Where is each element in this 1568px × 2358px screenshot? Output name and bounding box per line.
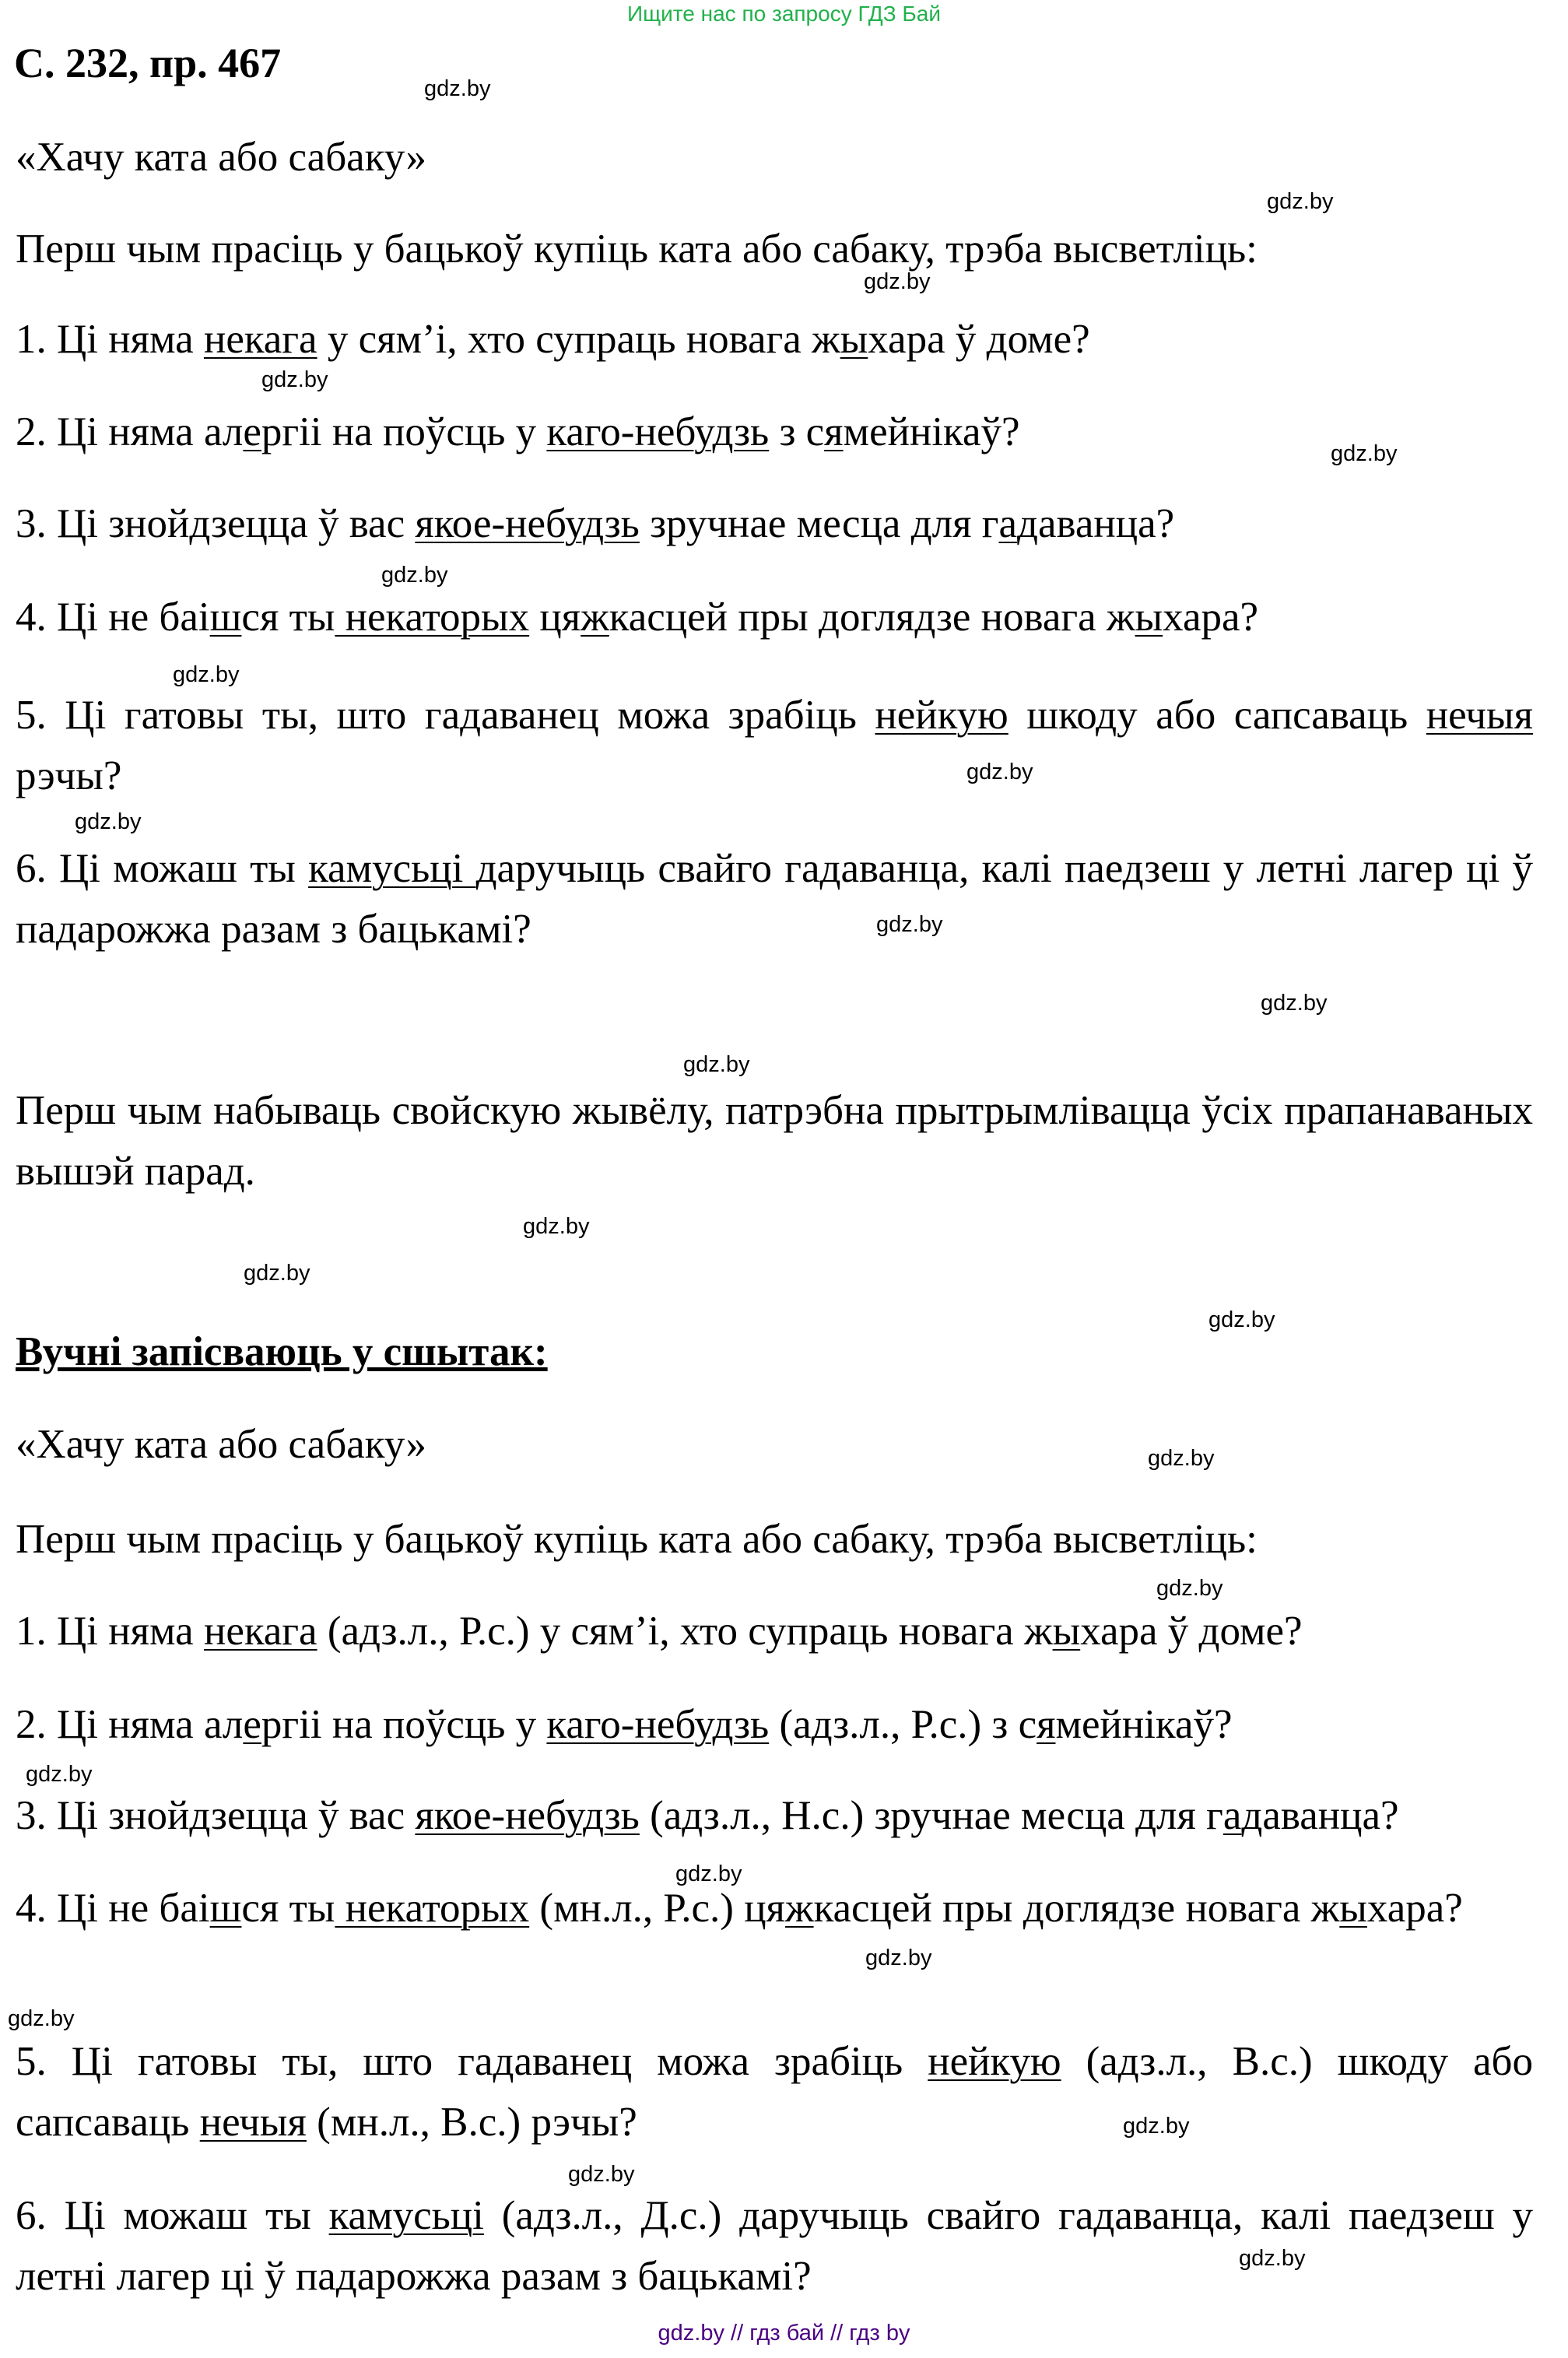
answer-5: 5. Ці гатовы ты, што гадаванец можа зрабіць нейкую (адз.л., В.с.) шкоду або сапсаваць нечыя (мн.л., В.с.) рэчы? [16, 2039, 1533, 2145]
watermark: gdz.by [8, 2006, 75, 2031]
watermark: gdz.by [675, 1861, 742, 1886]
answer-2: 2. Ці няма алергіі на поўсць у каго-небудзь (адз.л., Р.с.) з сямейнікаў? [16, 1702, 1233, 1747]
page-title: С. 232, пр. 467 [14, 40, 282, 86]
exercise-title: «Хачу ката або сабаку» [16, 135, 427, 180]
conclusion: Перш чым набываць свойскую жывёлу, патрэбна прытрымлівацца ўсіх прапанаваных вышэй парад. [16, 1088, 1533, 1194]
watermark: gdz.by [424, 76, 491, 101]
watermark: gdz.by [261, 367, 328, 392]
watermark: gdz.by [865, 1946, 932, 1970]
exercise-intro-2: Перш чым прасіць у бацькоў купіць ката або сабаку, трэба высветліць: [16, 1517, 1258, 1562]
question-4: 4. Ці не баішся ты некаторых цяжкасцей пры доглядзе новага жыхара? [16, 595, 1259, 640]
watermark: gdz.by [1208, 1307, 1275, 1332]
watermark: gdz.by [173, 662, 240, 687]
answer-4: 4. Ці не баішся ты некаторых (мн.л., Р.с.) цяжкасцей пры доглядзе новага жыхара? [16, 1886, 1463, 1931]
watermark: gdz.by [876, 912, 943, 937]
watermark: gdz.by [1156, 1576, 1223, 1601]
watermark: gdz.by [75, 809, 142, 834]
watermark: gdz.by [568, 2162, 635, 2187]
answer-6: 6. Ці можаш ты камусьці (адз.л., Д.с.) даручыць свайго гадаванца, калі паедзеш у летні лагер ці ў падарожжа разам з бацькамі? [16, 2193, 1533, 2299]
exercise-title-2: «Хачу ката або сабаку» [16, 1422, 427, 1467]
watermark: gdz.by [966, 760, 1033, 784]
watermark: gdz.by [683, 1052, 750, 1077]
question-2: 2. Ці няма алергіі на поўсць у каго-небудзь з сямейнікаў? [16, 409, 1020, 454]
watermark: gdz.by [26, 1762, 93, 1787]
answer-3: 3. Ці знойдзецца ў вас якое-небудзь (адз.л., Н.с.) зручнае месца для гадаванца? [16, 1793, 1399, 1838]
watermark: gdz.by [244, 1261, 310, 1286]
question-6: 6. Ці можаш ты камусьці даручыць свайго гадаванца, калі паедзеш у летні лагер ці ў падарожжа разам з бацькамі? [16, 846, 1533, 952]
exercise-intro: Перш чым прасіць у бацькоў купіць ката або сабаку, трэба высветліць: [16, 226, 1258, 272]
watermark: gdz.by [381, 563, 448, 588]
watermark: gdz.by [1239, 2246, 1306, 2271]
watermark: gdz.by [1261, 991, 1328, 1016]
watermark: gdz.by [1148, 1446, 1215, 1471]
watermark: gdz.by [1331, 441, 1398, 466]
site-banner[interactable]: Ищите нас по запросу ГДЗ Бай [626, 2, 942, 26]
notebook-heading: Вучні запісваюць у сшытак: [16, 1329, 548, 1374]
watermark: gdz.by [523, 1214, 590, 1239]
watermark: gdz.by [1267, 189, 1334, 214]
answer-1: 1. Ці няма некага (адз.л., Р.с.) у сям’і, хто супраць новага жыхара ў доме? [16, 1609, 1303, 1654]
question-1: 1. Ці няма некага у сям’і, хто супраць новага жыхара ў доме? [16, 317, 1090, 362]
watermark: gdz.by [1123, 2114, 1190, 2139]
watermark: gdz.by [864, 269, 931, 294]
question-5: 5. Ці гатовы ты, што гадаванец можа зрабіць нейкую шкоду або сапсаваць нечыя рэчы? [16, 693, 1533, 798]
question-3: 3. Ці знойдзецца ў вас якое-небудзь зручнае месца для гадаванца? [16, 501, 1175, 546]
footer-links[interactable]: gdz.by // гдз бай // гдз by [658, 2321, 910, 2346]
